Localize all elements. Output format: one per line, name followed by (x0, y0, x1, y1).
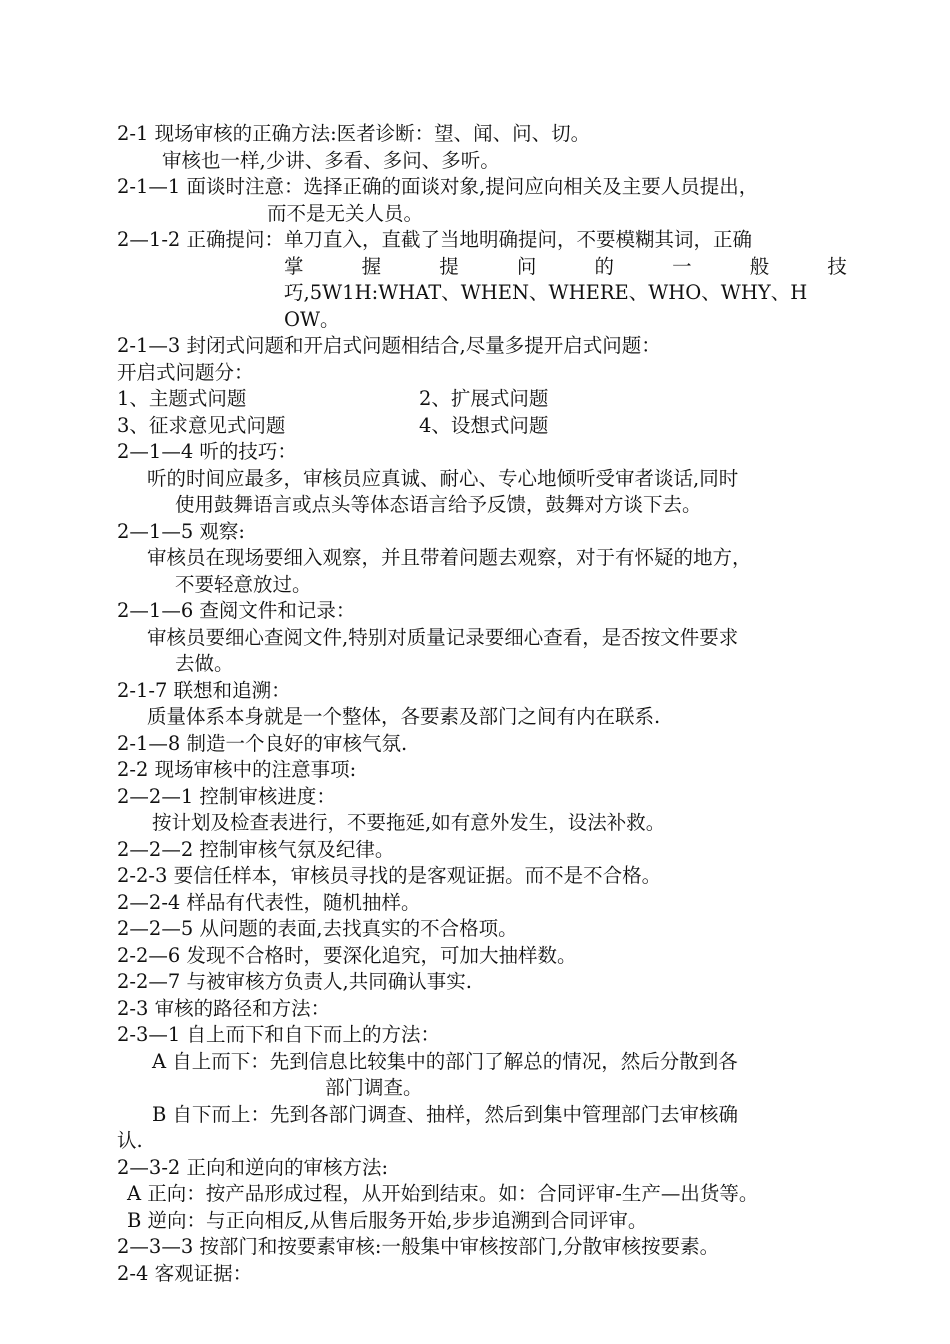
section-2-1-7-line1: 质量体系本身就是一个整体，各要素及部门之间有内在联系. (147, 705, 661, 728)
justified-word: 技 (827, 254, 847, 278)
justified-word: 掌 (284, 254, 304, 278)
question-type-item: 2、扩展式问题 (419, 387, 549, 410)
section-2-1-1-line2: 而不是无关人员。 (267, 201, 424, 225)
question-type-item: 4、设想式问题 (419, 413, 549, 437)
section-2-2-heading: 2-2 现场审核中的注意事项: (117, 758, 357, 781)
top-down-line2: 部门调查。 (325, 1076, 423, 1099)
section-2-1-1-line1: 2-1—1 面谈时注意：选择正确的面谈对象,提问应向相关及主要人员提出， (117, 175, 759, 198)
section-2-1-2-label: 2—1-2 正确提问： (117, 228, 285, 251)
section-2-1-6-heading: 2—1—6 查阅文件和记录： (117, 599, 356, 622)
section-2-2-2: 2—2—2 控制审核气氛及纪律。 (117, 837, 395, 861)
question-types-row2 (117, 413, 847, 440)
question-type-item: 1、主题式问题 (117, 387, 247, 410)
section-2-2-4: 2—2-4 样品有代表性，随机抽样。 (117, 890, 421, 914)
bottom-up-line2: 认. (117, 1129, 143, 1152)
section-2-1-8: 2-1—8 制造一个良好的审核气氛. (117, 731, 408, 755)
section-2-3-1-heading: 2-3—1 自上而下和自下而上的方法： (117, 1023, 441, 1046)
section-2-1-6-line1: 审核员要细心查阅文件,特别对质量记录要细心查看，是否按文件要求 (147, 625, 739, 649)
section-2-1-3-line1: 2-1—3 封闭式问题和开启式问题相结合,尽量多提开启式问题： (117, 334, 661, 357)
section-2-1-line1: 2-1 现场审核的正确方法:医者诊断：望、闻、问、切。 (117, 122, 591, 145)
question-types-row1 (117, 386, 847, 413)
reverse-method: B 逆向：与正向相反,从售后服务开始,步步追溯到合同评审。 (127, 1208, 648, 1232)
justified-word: 的 (594, 254, 615, 278)
section-2-3-2-heading: 2—3-2 正向和逆向的审核方法: (117, 1155, 389, 1179)
section-2-1-2-line3: 巧,5W1H:WHAT、WHEN、WHERE、WHO、WHY、H (284, 281, 808, 304)
justified-word: 一 (672, 254, 692, 278)
section-2-1-5-line1: 审核员在现场要细入观察，并且带着问题去观察，对于有怀疑的地方， (147, 546, 752, 569)
section-2-1-4-heading: 2—1—4 听的技巧： (117, 440, 297, 463)
justified-word: 般 (749, 254, 770, 278)
section-2-2-7: 2-2—7 与被审核方负责人,共同确认事实. (117, 970, 472, 993)
section-2-1-2-body (284, 227, 847, 333)
section-2-1-5-heading: 2—1—5 观察: (117, 519, 245, 543)
section-2-3-3: 2—3—3 按部门和按要素审核:一般集中审核按部门,分散审核按要素。 (117, 1235, 720, 1258)
top-down-line1: A 自上而下：先到信息比较集中的部门了解总的情况，然后分散到各 (152, 1049, 738, 1073)
question-type-item: 3、征求意见式问题 (117, 413, 286, 437)
justified-word: 问 (516, 254, 537, 278)
section-2-1-2 (117, 227, 847, 333)
section-2-1-2-line2 (284, 254, 847, 281)
section-2-3-heading: 2-3 审核的路径和方法： (117, 996, 331, 1020)
section-2-2-6: 2-2—6 发现不合格时，要深化追究，可加大抽样数。 (117, 943, 577, 967)
section-2-1-6-line2: 去做。 (175, 652, 234, 675)
justified-word: 提 (439, 254, 459, 278)
section-2-1-line2: 审核也一样,少讲、多看、多问、多听。 (162, 148, 500, 172)
section-2-1-5-line2: 不要轻意放过。 (175, 572, 312, 596)
section-2-1-2-line4: OW。 (284, 307, 340, 331)
section-2-4-heading: 2-4 客观证据： (117, 1261, 253, 1285)
section-2-2-1-line1: 按计划及检查表进行，不要拖延,如有意外发生，设法补救。 (152, 811, 666, 834)
justified-word: 握 (361, 254, 382, 278)
section-2-2-1-heading: 2—2—1 控制审核进度： (117, 784, 336, 808)
section-2-1-3-line2: 开启式问题分： (117, 360, 254, 384)
section-2-1-7-heading: 2-1-7 联想和追溯： (117, 678, 291, 702)
section-2-1-2-line1: 单刀直入，直截了当地明确提问，不要模糊其词，正确 (284, 228, 753, 251)
bottom-up-line1: B 自下而上：先到各部门调查、抽样，然后到集中管理部门去审核确 (152, 1102, 739, 1126)
section-2-1-4-line1: 听的时间应最多，审核员应真诚、耐心、专心地倾听受审者谈话,同时 (147, 466, 739, 490)
section-2-1-4-line2: 使用鼓舞语言或点头等体态语言给予反馈，鼓舞对方谈下去。 (175, 493, 702, 516)
section-2-2-5: 2—2—5 从问题的表面,去找真实的不合格项。 (117, 917, 518, 940)
section-2-2-3: 2-2-3 要信任样本，审核员寻找的是客观证据。而不是不合格。 (117, 864, 662, 887)
document-body (117, 121, 847, 1287)
forward-method: A 正向：按产品形成过程，从开始到结束。如：合同评审-生产—出货等。 (127, 1182, 759, 1205)
